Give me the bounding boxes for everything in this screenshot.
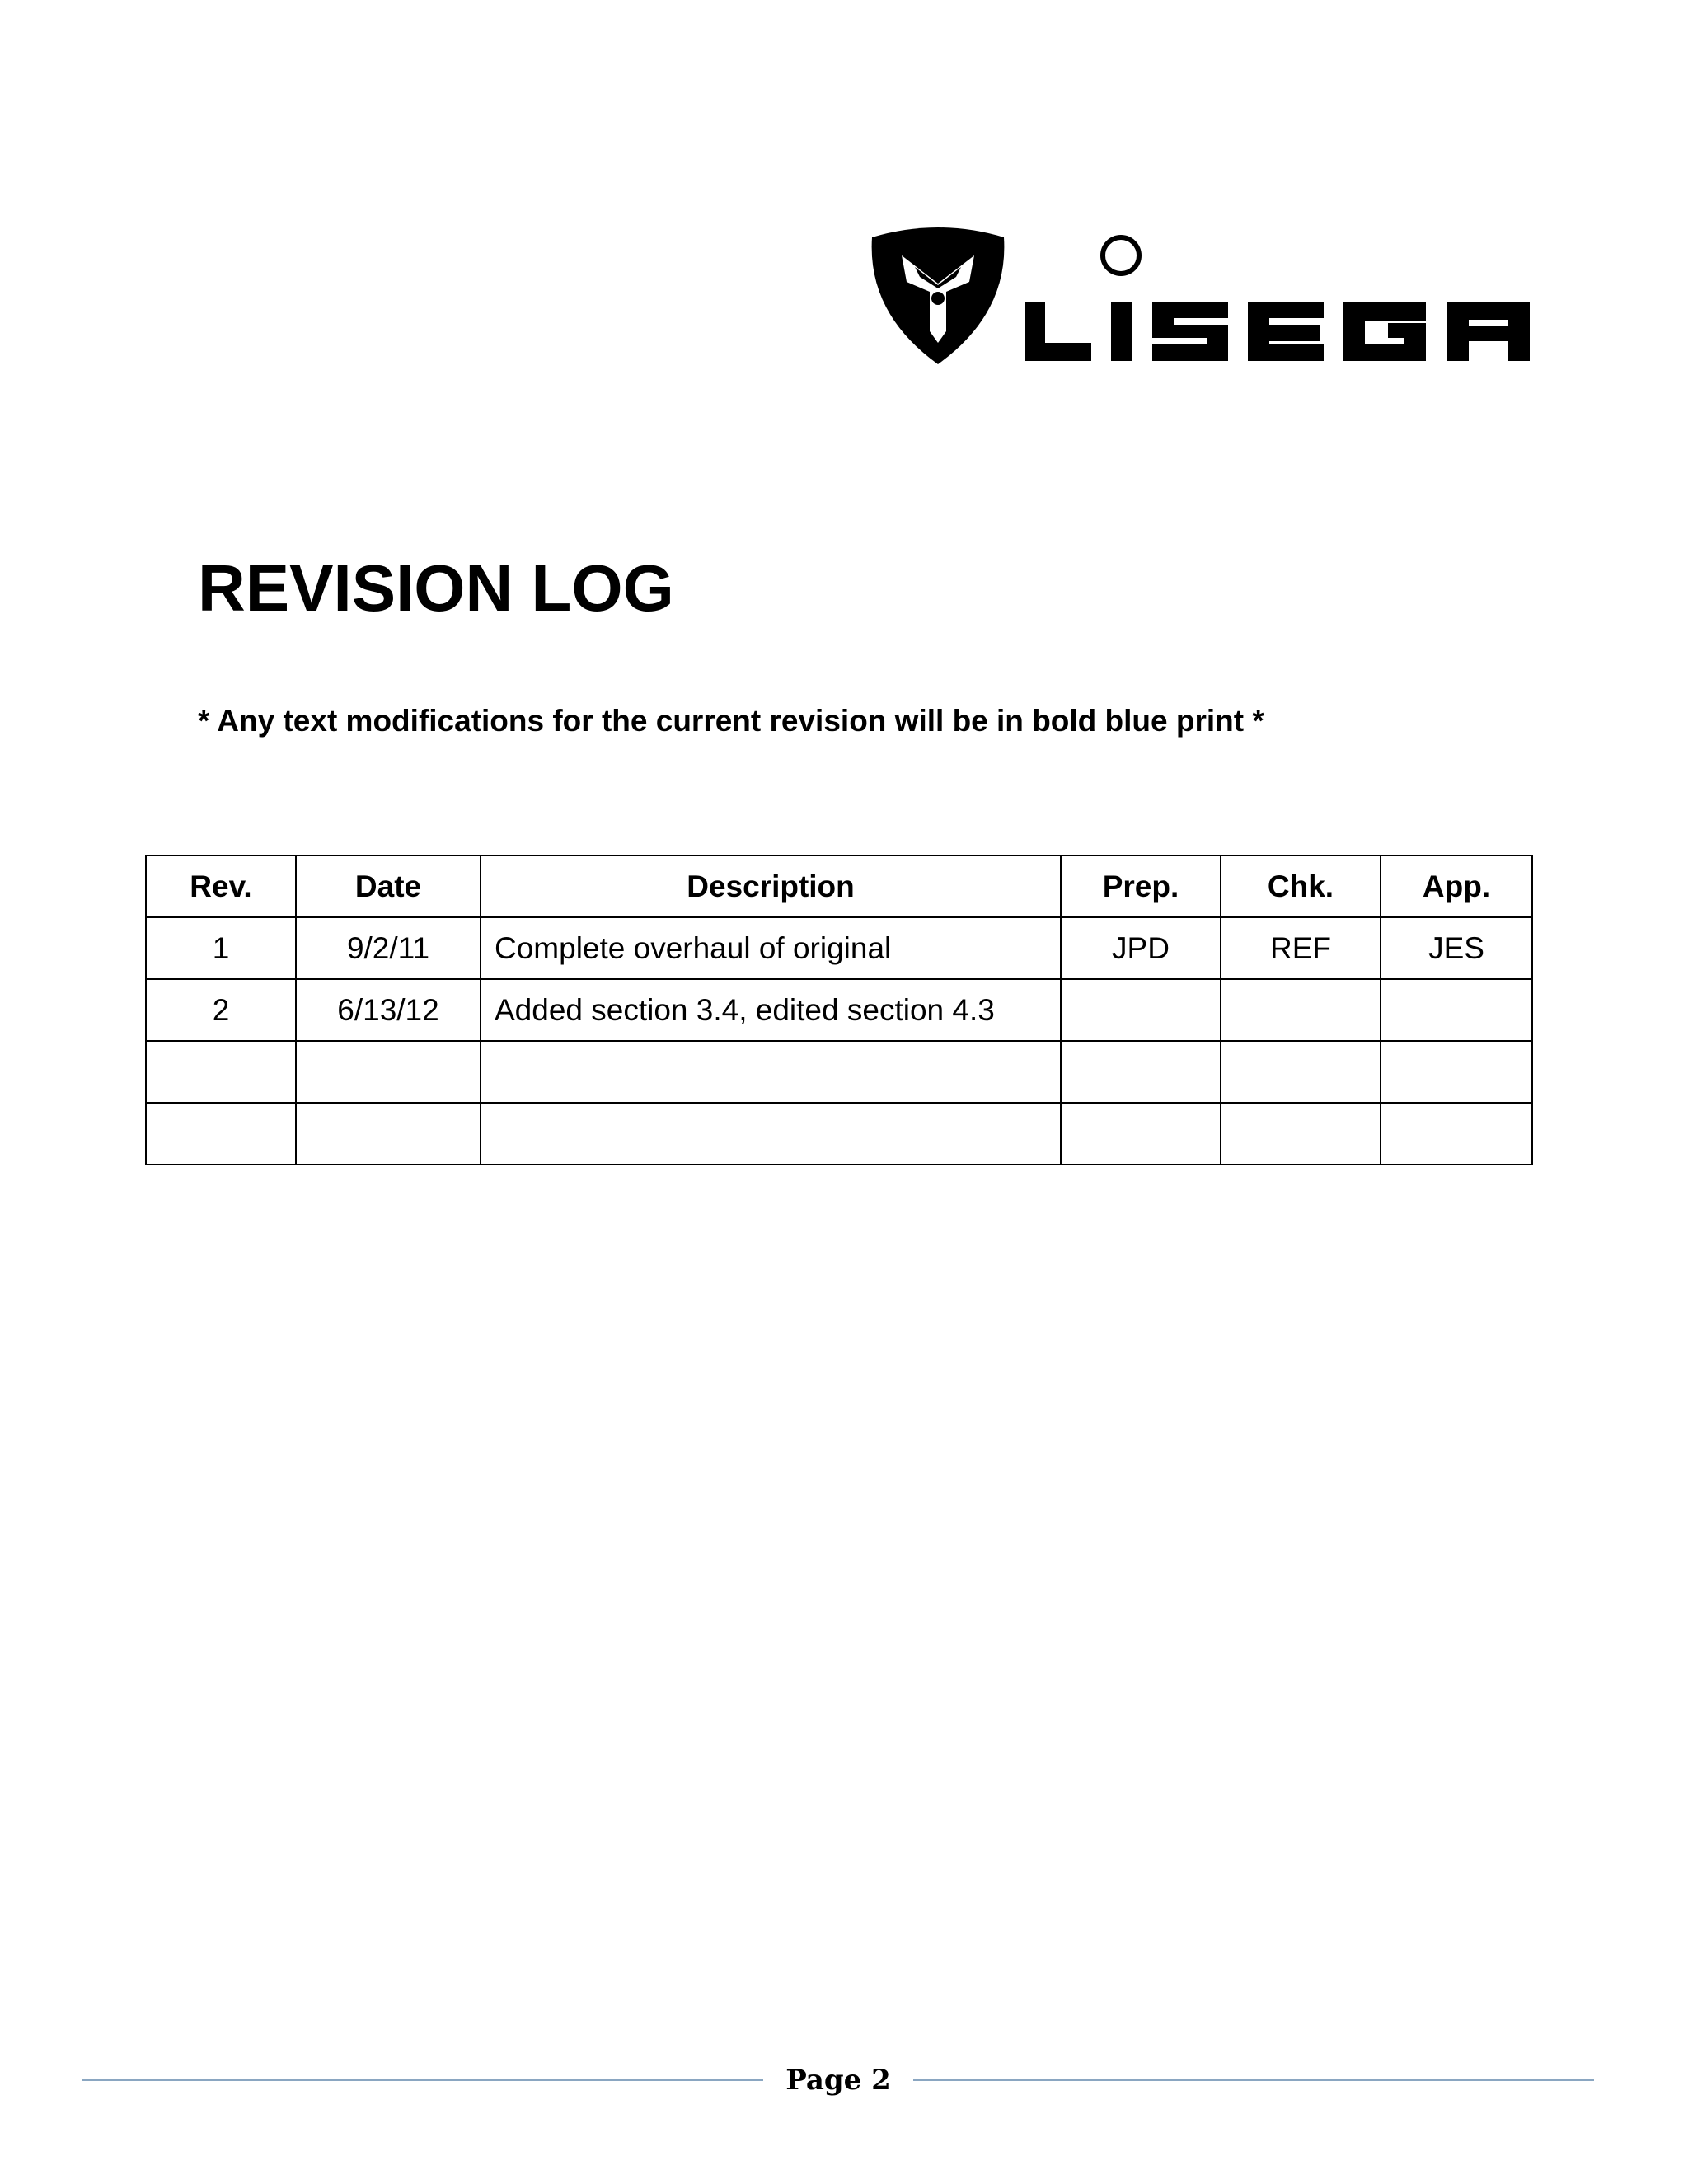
header-date: Date	[296, 855, 481, 917]
header-rev: Rev.	[146, 855, 296, 917]
cell-prep	[1061, 1103, 1221, 1165]
table-row	[146, 979, 1532, 1041]
page-number: Page 2	[785, 2064, 891, 2097]
cell-date: 9/2/11	[296, 917, 481, 979]
header-app: App.	[1381, 855, 1532, 917]
page-title: REVISION LOG	[198, 551, 674, 625]
cell-rev: 1	[146, 917, 296, 979]
cell-app	[1381, 1103, 1532, 1165]
table-row	[146, 917, 1532, 979]
footer-rule-right	[913, 2079, 1594, 2081]
cell-description	[481, 1041, 1061, 1103]
header-description: Description	[481, 855, 1061, 917]
cell-chk	[1221, 1103, 1381, 1165]
revision-note: * Any text modifications for the current revision will be in bold blue print *	[198, 704, 1264, 738]
cell-description	[481, 1103, 1061, 1165]
lisega-wordmark	[1025, 237, 1530, 361]
table-header-row	[146, 855, 1532, 917]
header-chk: Chk.	[1221, 855, 1381, 917]
table-row	[146, 1103, 1532, 1165]
cell-date	[296, 1103, 481, 1165]
cell-chk: REF	[1221, 917, 1381, 979]
cell-rev: 2	[146, 979, 296, 1041]
footer-rule-left	[82, 2079, 763, 2081]
cell-app	[1381, 1041, 1532, 1103]
cell-chk	[1221, 979, 1381, 1041]
cell-prep	[1061, 979, 1221, 1041]
cell-chk	[1221, 1041, 1381, 1103]
lisega-logo	[864, 223, 1589, 371]
cell-date: 6/13/12	[296, 979, 481, 1041]
cell-app	[1381, 979, 1532, 1041]
cell-description: Complete overhaul of original	[481, 917, 1061, 979]
shield-arrows-icon	[872, 227, 1005, 364]
cell-app: JES	[1381, 917, 1532, 979]
cell-prep	[1061, 1041, 1221, 1103]
cell-rev	[146, 1041, 296, 1103]
revision-log-table	[145, 855, 1533, 1165]
page-footer	[82, 2055, 1594, 2105]
table-row	[146, 1041, 1532, 1103]
cell-prep: JPD	[1061, 917, 1221, 979]
cell-rev	[146, 1103, 296, 1165]
cell-date	[296, 1041, 481, 1103]
header-prep: Prep.	[1061, 855, 1221, 917]
cell-description: Added section 3.4, edited section 4.3	[481, 979, 1061, 1041]
